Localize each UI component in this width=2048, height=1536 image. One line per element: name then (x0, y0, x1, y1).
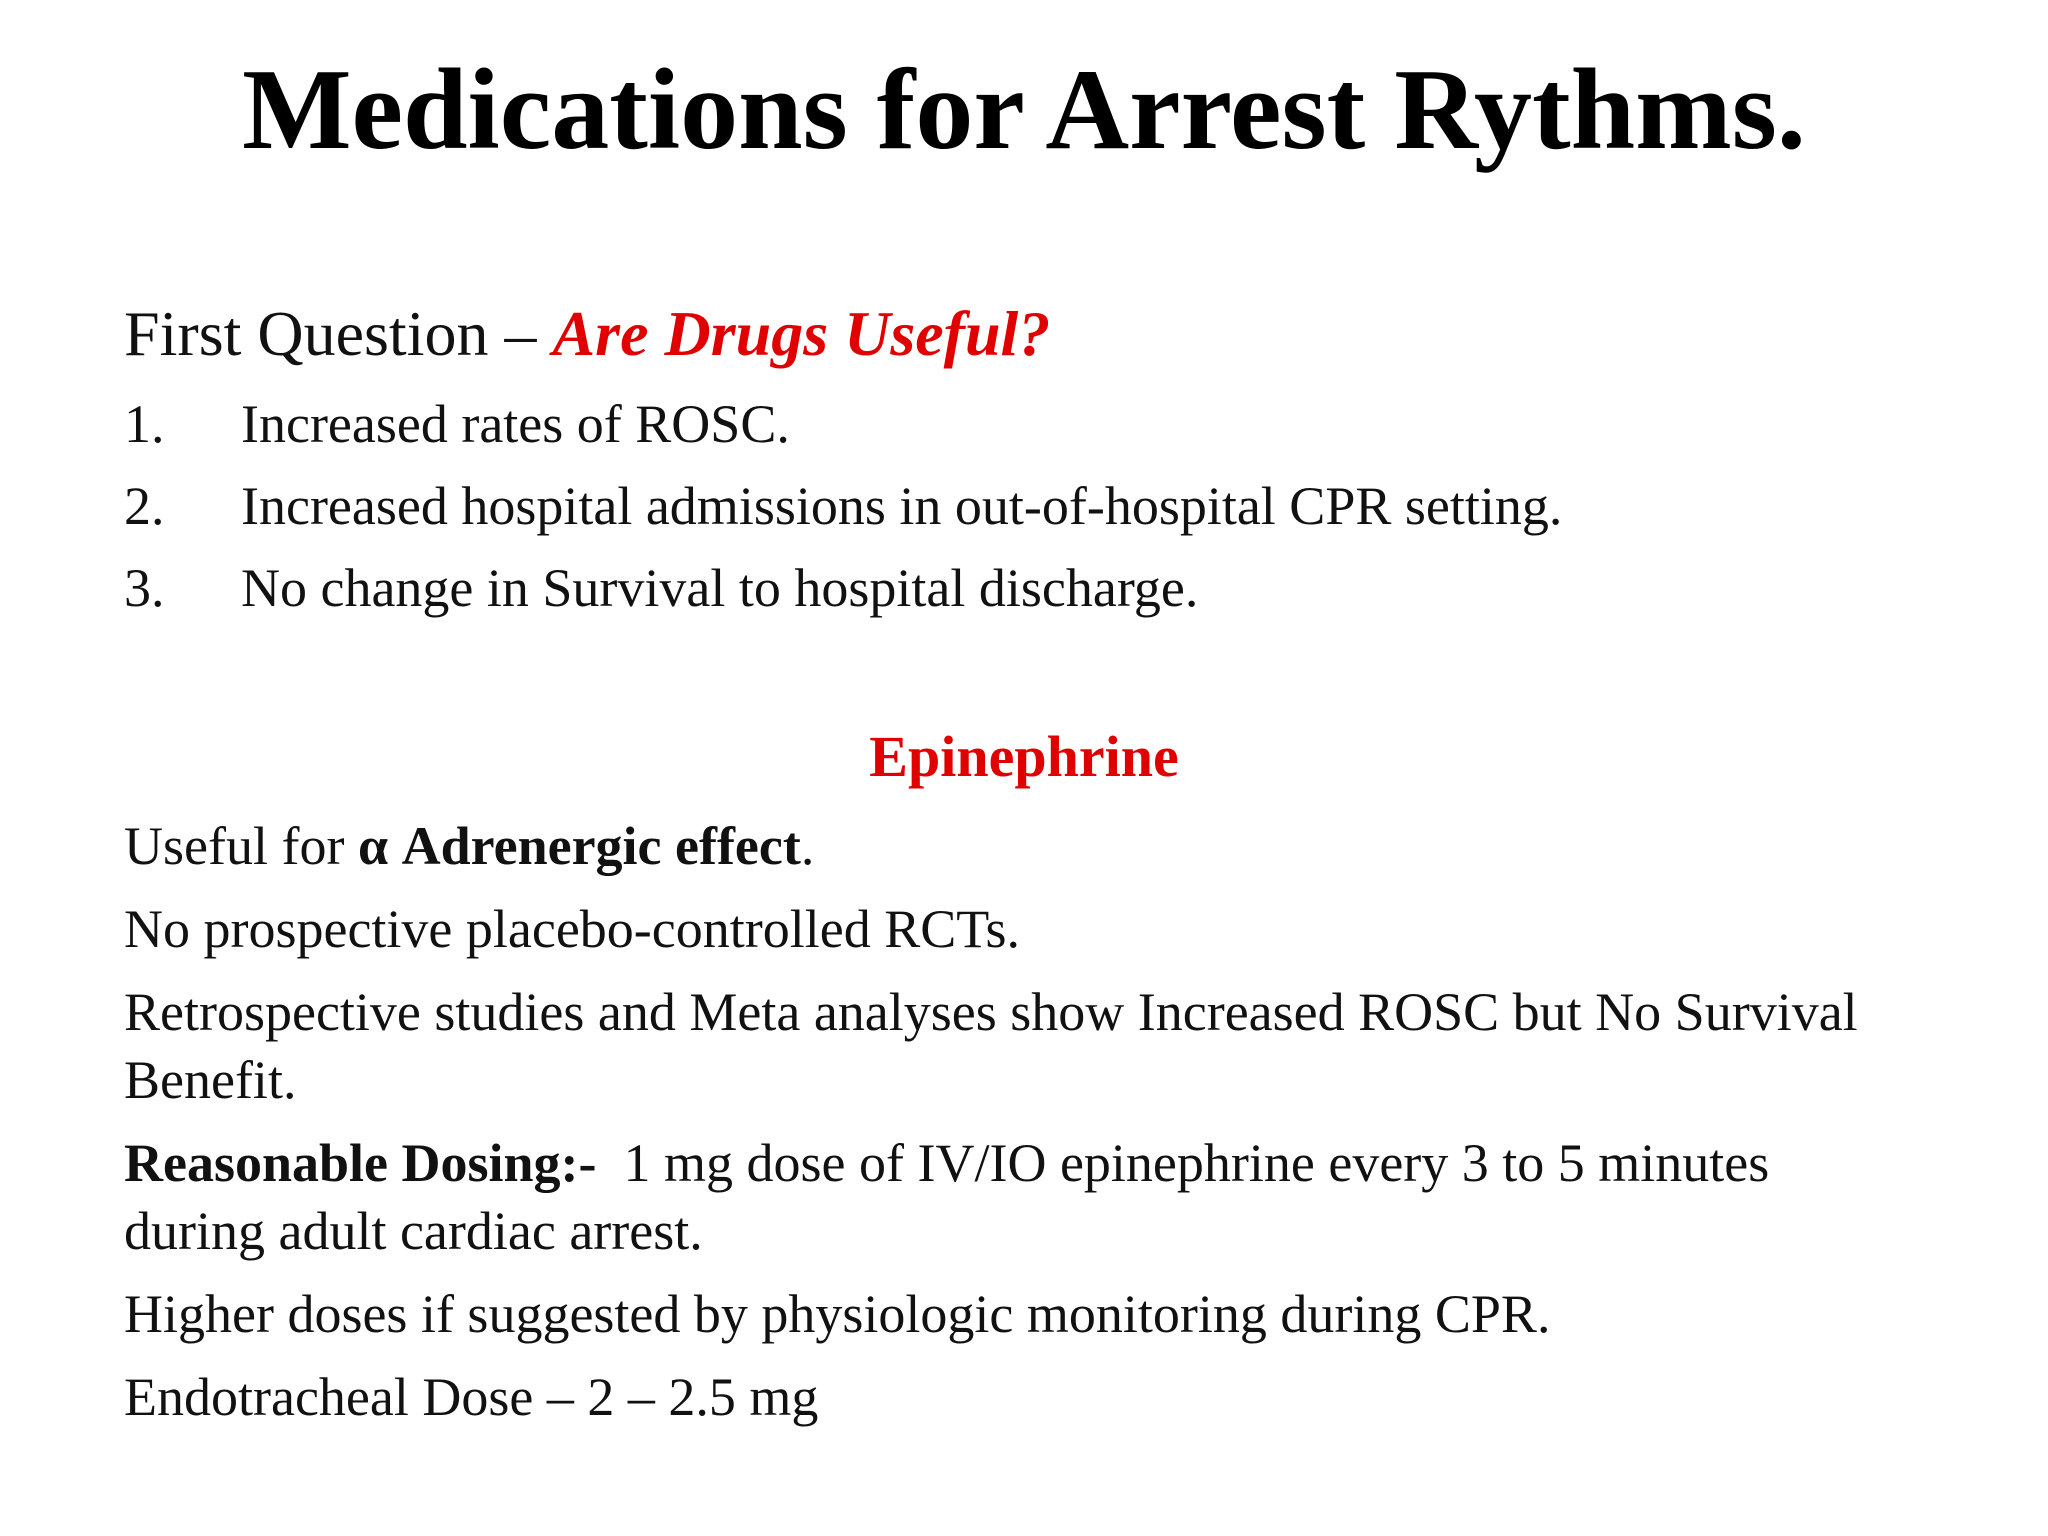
question-prefix: First Question – (124, 298, 553, 369)
epinephrine-line-rcts: No prospective placebo-controlled RCTs. (124, 899, 1020, 959)
list-item-text: Increased rates of ROSC. (241, 394, 790, 454)
adrenergic-suffix: . (800, 816, 815, 876)
list-item-text: No change in Survival to hospital discharge. (241, 558, 1199, 618)
dosing-text: 1 mg dose of IV/IO epinephrine every 3 to 5 minutes during adult cardiac arrest. (124, 1133, 1770, 1261)
question-emphasis: Are Drugs Useful? (552, 298, 1051, 369)
epinephrine-line-endotracheal: Endotracheal Dose – 2 – 2.5 mg (124, 1367, 819, 1427)
adrenergic-effect: α Adrenergic effect (357, 816, 801, 876)
list-item-number: 2. (124, 476, 165, 536)
question-line (124, 294, 1050, 374)
epinephrine-line-retrospective: Retrospective studies and Meta analyses show Increased ROSC but No Survival Benefit. (124, 982, 1858, 1110)
dosing-label: Reasonable Dosing:- (124, 1133, 597, 1193)
slide-title: Medications for Arrest Rythms. (242, 46, 1806, 174)
adrenergic-prefix: Useful for (124, 816, 358, 876)
list-item-number: 1. (124, 394, 165, 454)
list-item (124, 552, 1974, 634)
epinephrine-line-higher-doses: Higher doses if suggested by physiologic monitoring during CPR. (124, 1284, 1551, 1344)
list-item-text: Increased hospital admissions in out-of-hospital CPR setting. (241, 476, 1563, 536)
list-item (124, 470, 1974, 552)
numbered-list (124, 388, 1974, 634)
list-item (124, 388, 1974, 470)
section-heading-epinephrine: Epinephrine (869, 724, 1179, 789)
epinephrine-line-dosing (124, 1129, 1914, 1265)
epinephrine-line-adrenergic (124, 812, 1914, 880)
list-item-number: 3. (124, 558, 165, 618)
